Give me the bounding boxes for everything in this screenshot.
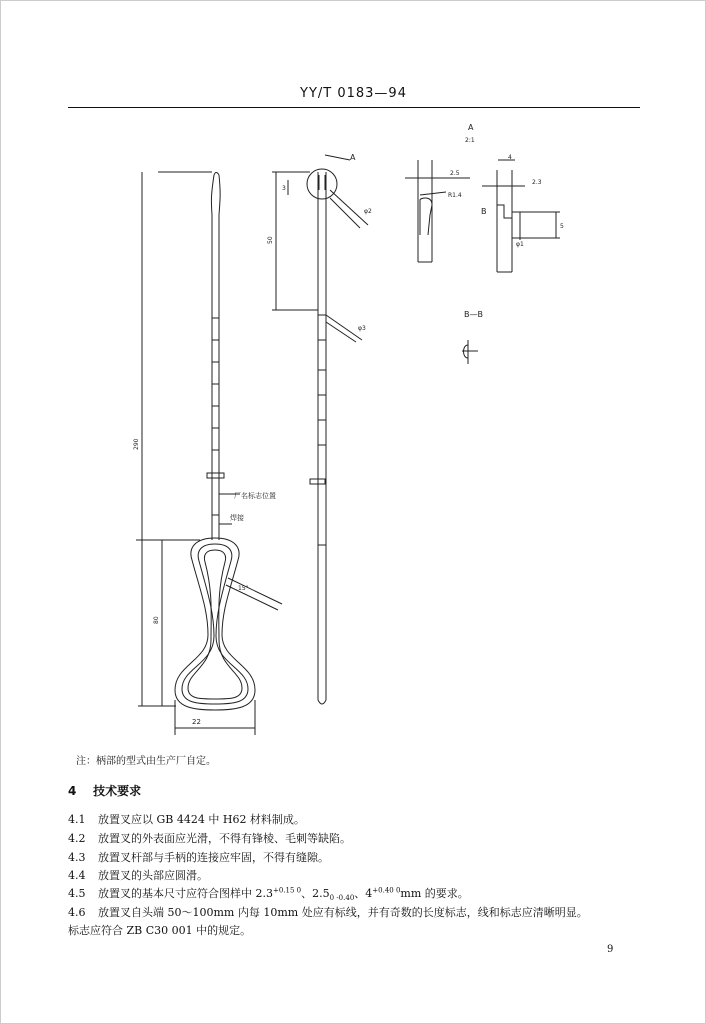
requirement-number: 4.4 xyxy=(68,869,86,882)
requirement-4-2 xyxy=(68,830,351,846)
dim-5: 5 xyxy=(560,223,564,230)
dim-total-length: 290 xyxy=(133,438,140,450)
b-marker: B xyxy=(481,207,487,216)
standard-number: YY/T 0183—94 xyxy=(300,86,407,101)
section-heading xyxy=(68,782,141,799)
dim-3: 3 xyxy=(282,185,286,192)
left-rod-graduations xyxy=(212,318,219,450)
requirement-number: 4.3 xyxy=(68,851,86,864)
requirement-number: 4.2 xyxy=(68,832,86,845)
dim-a-width: 2.5 xyxy=(450,170,460,177)
requirement-4-5 xyxy=(68,885,469,902)
requirement-4-6 xyxy=(68,904,588,920)
dim-handle-width: 22 xyxy=(192,718,201,726)
dim-2-3: 2.3 xyxy=(532,179,542,186)
requirement-4-1 xyxy=(68,811,305,827)
dim-handle-length: 80 xyxy=(153,616,160,624)
section-bb-label: B—B xyxy=(464,310,483,319)
tolerance-3: +0.40 0 xyxy=(372,886,401,895)
handle-inner xyxy=(188,550,242,699)
requirement-4-3 xyxy=(68,849,329,865)
requirement-text-mid: 、2.5 xyxy=(301,887,330,900)
dim-head-length: 50 xyxy=(267,236,274,244)
middle-rod-graduations xyxy=(318,315,326,545)
requirement-text-mid: 、4 xyxy=(354,887,373,900)
requirement-text: 放置叉的基本尺寸应符合图样中 2.3 xyxy=(98,887,273,900)
dim-r: R1.4 xyxy=(448,192,462,199)
dim-phi3: φ3 xyxy=(358,325,366,332)
label-a-callout: A xyxy=(350,153,356,162)
dim-angle: 15° xyxy=(238,585,249,592)
figure-note: 注：柄部的型式由生产厂自定。 xyxy=(76,756,216,767)
detail-a-label: A xyxy=(468,123,474,132)
tolerance-2: 0 -0.40 xyxy=(329,894,355,903)
section-bb xyxy=(462,340,478,364)
middle-rod xyxy=(318,172,326,700)
weld-label: 焊接 xyxy=(230,514,244,522)
requirement-text-end: mm 的要求。 xyxy=(400,887,469,900)
left-rod xyxy=(211,175,220,480)
page-number: 9 xyxy=(607,944,614,955)
dim-phi2: φ2 xyxy=(364,208,372,215)
requirement-number: 4.1 xyxy=(68,813,86,826)
detail-a-right xyxy=(497,170,512,272)
left-collar xyxy=(207,473,224,478)
requirement-text: 放置叉自头端 50～100mm 内每 10mm 处应有标线，并有奇数的长度标志，线和标志应清晰明显。 xyxy=(98,906,588,919)
requirement-4-4 xyxy=(68,867,208,883)
tolerance-1: +0.15 0 xyxy=(273,886,302,895)
requirement-text: 放置叉的外表面应光滑，不得有锋棱、毛刺等缺陷。 xyxy=(98,832,351,845)
dim-phi1: φ1 xyxy=(516,241,524,248)
dim-4: 4 xyxy=(508,154,512,161)
mark-position-label: 厂名标志位置 xyxy=(234,492,276,500)
requirement-text: 放置叉的头部应圆滑。 xyxy=(98,869,208,882)
requirement-text: 放置叉杆部与手柄的连接应牢固，不得有缝隙。 xyxy=(98,851,329,864)
requirement-number: 4.6 xyxy=(68,906,86,919)
section-title: 技术要求 xyxy=(93,784,142,798)
section-number: 4 xyxy=(68,784,77,798)
detail-a-circle xyxy=(307,169,337,199)
detail-a-scale: 2:1 xyxy=(465,137,475,144)
requirement-text: 放置叉应以 GB 4424 中 H62 材料制成。 xyxy=(98,813,305,826)
requirement-number: 4.5 xyxy=(68,887,86,900)
handle-outer xyxy=(175,538,255,710)
handle-mid xyxy=(182,544,248,704)
requirement-continuation: 标志应符合 ZB C30 001 中的规定。 xyxy=(68,924,252,937)
